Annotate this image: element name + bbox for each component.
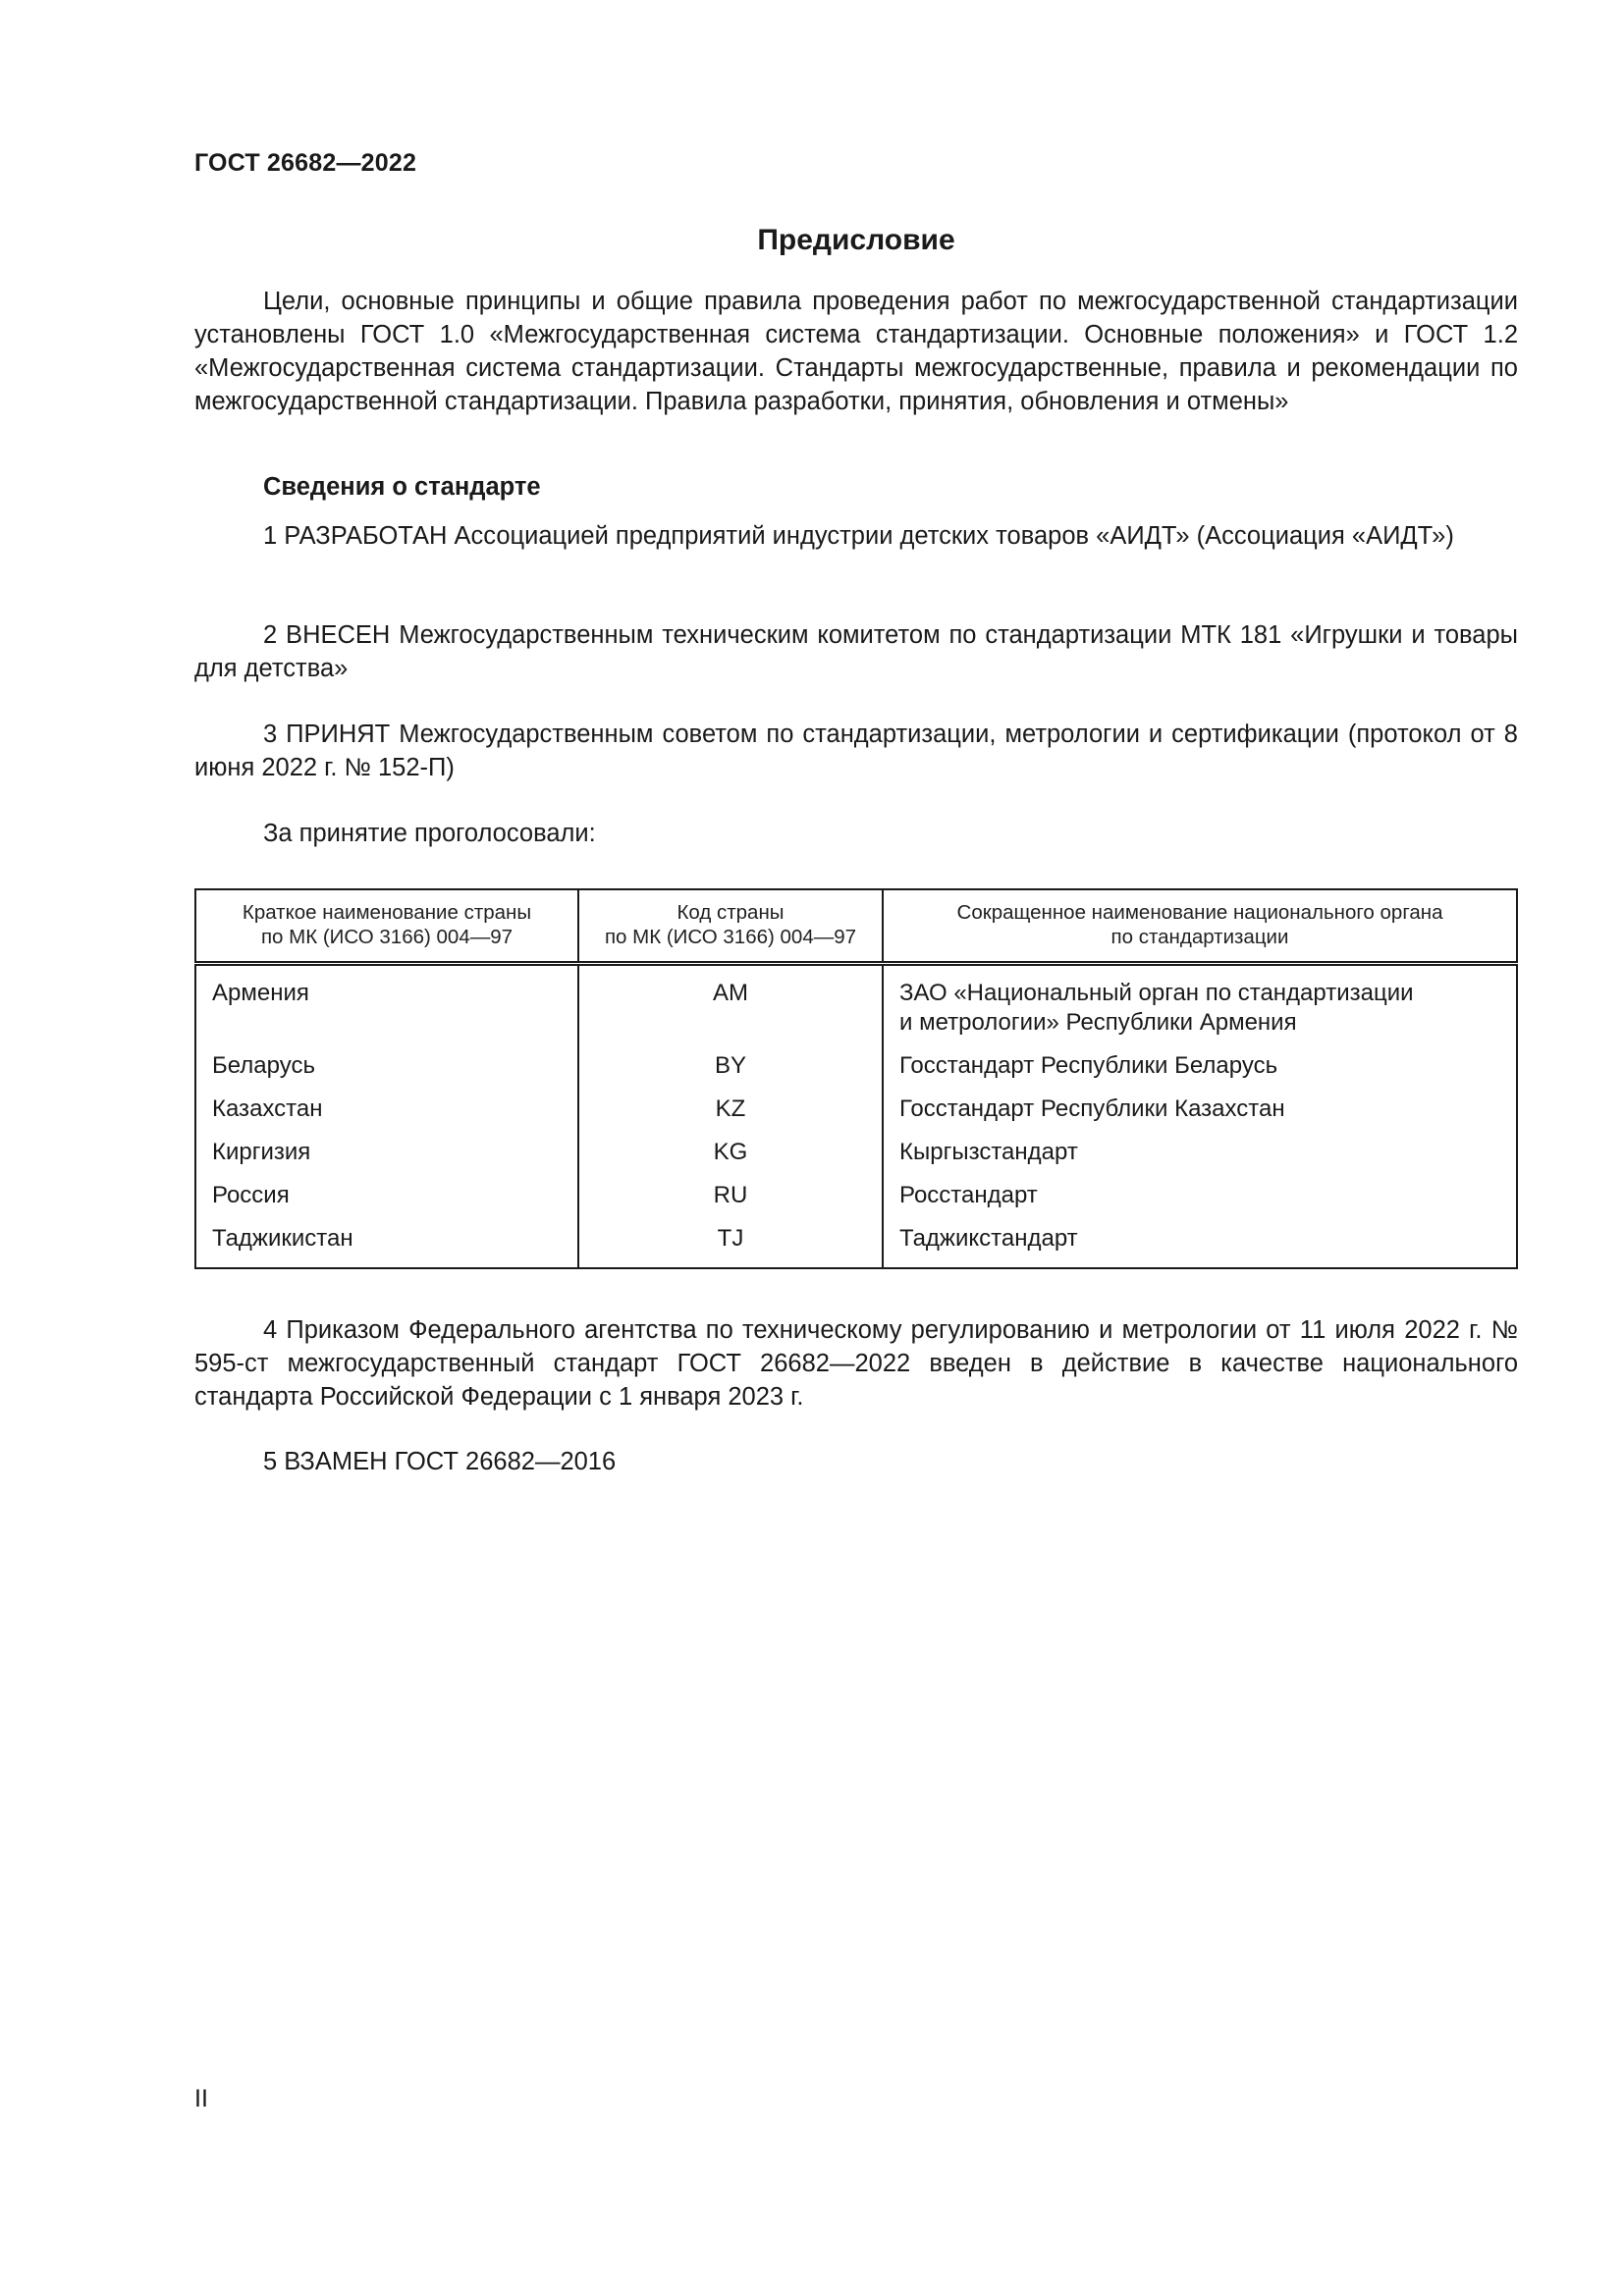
national-body: [883, 964, 1517, 1049]
national-body-line2: и метрологии» Республики Армения: [899, 1009, 1297, 1036]
member-states-table: [194, 888, 1518, 1269]
country-name: Россия: [212, 1182, 290, 1208]
country-name: Киргизия: [212, 1139, 311, 1165]
item-submitted: 2 ВНЕСЕН Межгосударственным техническим комитетом по стандартизации МТК 181 «Игрушки и товары для детства»: [194, 621, 1518, 682]
country-name: Армения: [212, 980, 309, 1006]
header-country-name-line2: по МК (ИСО 3166) 004—97: [260, 926, 514, 948]
country-code: KZ: [578, 1092, 883, 1135]
table-header-row: [195, 889, 1517, 964]
header-country-code-line2: по МК (ИСО 3166) 004—97: [604, 926, 857, 948]
header-national-body-line2: по стандартизации: [1110, 926, 1289, 948]
table-row: [195, 1135, 1517, 1178]
country-code: AM: [578, 964, 883, 1049]
header-country-code-line1: Код страны: [677, 901, 785, 924]
document-code: ГОСТ 26682—2022: [194, 149, 417, 177]
national-body-line1: ЗАО «Национальный орган по стандартизации: [899, 980, 1414, 1006]
item-enacted: 4 Приказом Федерального агентства по техническому регулированию и метрологии от 11 июля 2022 г. № 595-ст межгосударственный стандарт ГОСТ 26682—2022 введен в действие в качестве национального стандарта Российской Федерации с 1 января 2023 г.: [194, 1316, 1518, 1411]
item-adopted: 3 ПРИНЯТ Межгосударственным советом по стандартизации, метрологии и сертификации (протокол от 8 июня 2022 г. № 152-П): [194, 721, 1518, 781]
standard-info-heading: Сведения о стандарте: [263, 473, 541, 501]
intro-paragraph: Цели, основные принципы и общие правила проведения работ по межгосударственной стандартизации установлены ГОСТ 1.0 «Межгосударственная система стандартизации. Основные положения» и ГОСТ 1.2 «Межгосударственная система стандартизации. Стандарты межгосударственные, правила и рекомендации по межгосударственной стандартизации. Правила разработки, принятия, обновления и отмены»: [194, 288, 1518, 415]
document-page: [194, 0, 1518, 2296]
country-code: BY: [578, 1048, 883, 1092]
country-code: RU: [578, 1178, 883, 1221]
table-row: [195, 1178, 1517, 1221]
header-country-code: [578, 889, 883, 964]
header-country-name-line1: Краткое наименование страны: [242, 901, 532, 924]
national-body: Таджикстандарт: [883, 1221, 1517, 1268]
item-replaces: 5 ВЗАМЕН ГОСТ 26682—2016: [263, 1448, 617, 1475]
country-name: Беларусь: [212, 1052, 315, 1079]
country-name: Казахстан: [212, 1095, 323, 1122]
national-body: Госстандарт Республики Казахстан: [883, 1092, 1517, 1135]
voted-label: За принятие проголосовали:: [263, 820, 596, 847]
national-body: Госстандарт Республики Беларусь: [883, 1048, 1517, 1092]
table-row: [195, 964, 1517, 1049]
national-body: Росстандарт: [883, 1178, 1517, 1221]
table-row: [195, 1048, 1517, 1092]
item-developed: 1 РАЗРАБОТАН Ассоциацией предприятий индустрии детских товаров «АИДТ» (Ассоциация «АИДТ»): [263, 522, 1454, 550]
country-code: KG: [578, 1135, 883, 1178]
header-national-body-line1: Сокращенное наименование национального органа: [956, 901, 1443, 924]
table-row: [195, 1221, 1517, 1268]
national-body: Кыргызстандарт: [883, 1135, 1517, 1178]
header-national-body: [883, 889, 1517, 964]
table-row: [195, 1092, 1517, 1135]
page-title: Предисловие: [757, 224, 955, 256]
page-number: II: [194, 2085, 208, 2112]
country-name: Таджикистан: [212, 1225, 353, 1252]
country-code: TJ: [578, 1221, 883, 1268]
header-country-name: [195, 889, 578, 964]
